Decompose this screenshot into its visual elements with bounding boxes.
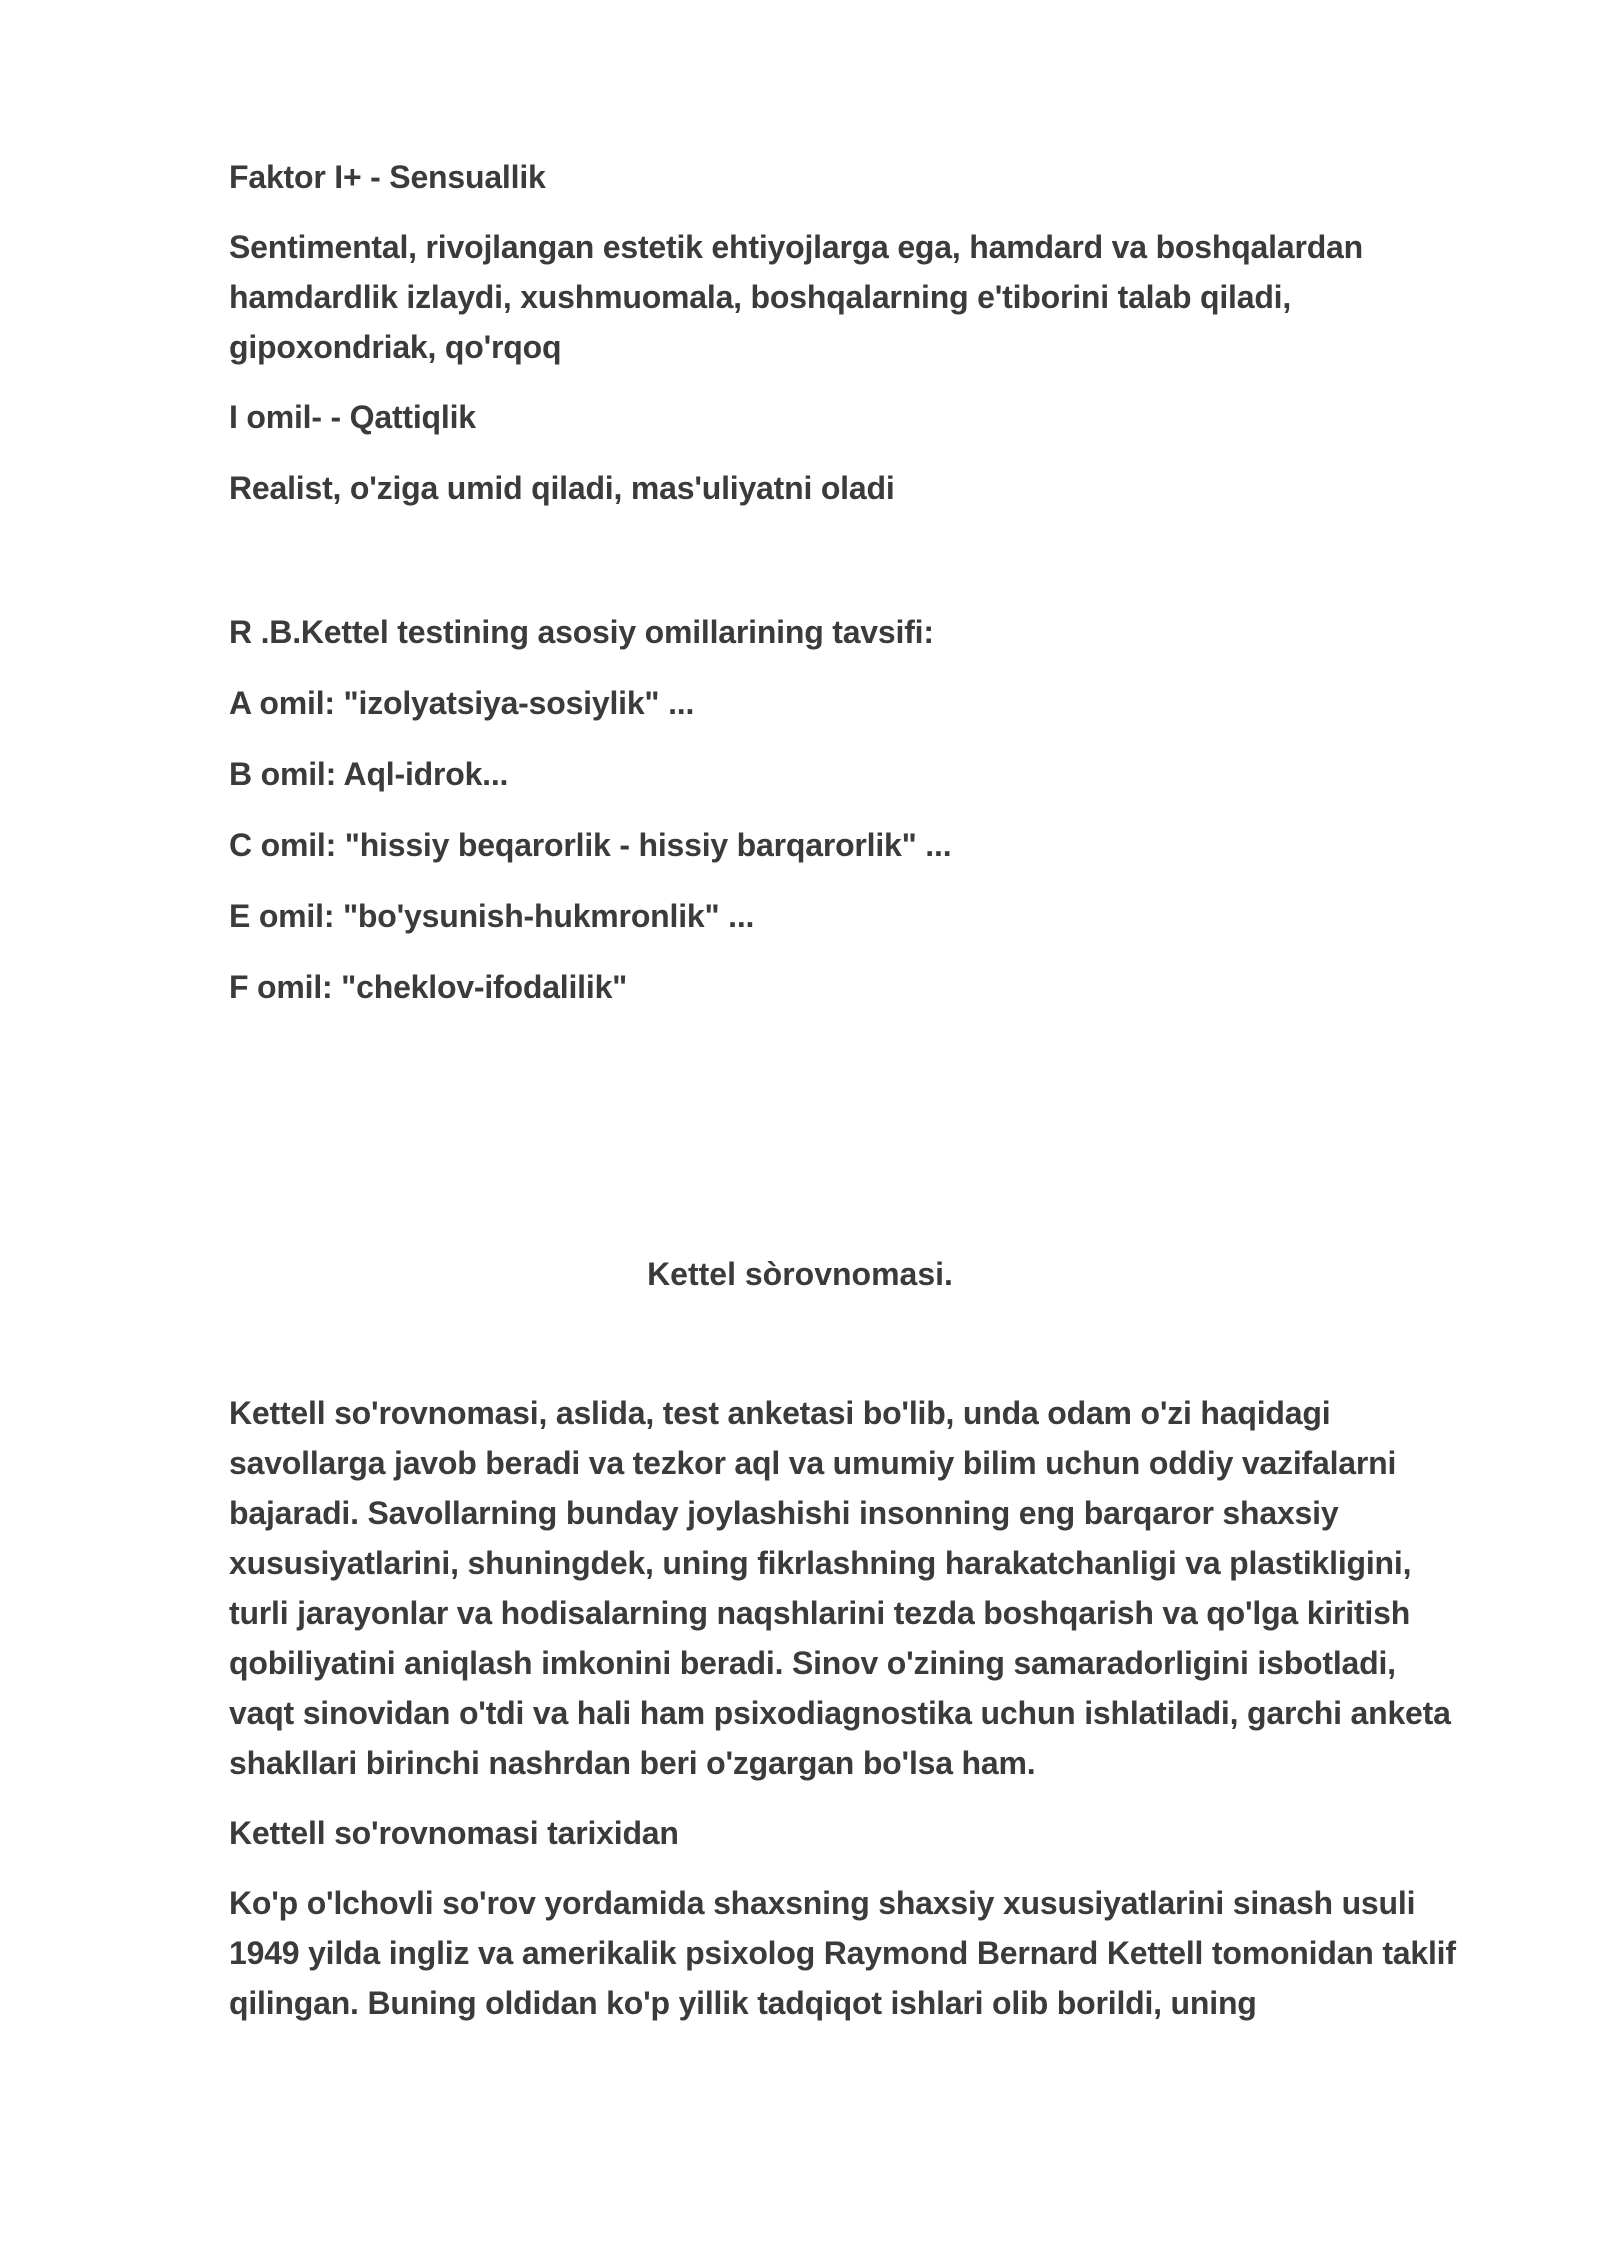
history-paragraph: Ko'p o'lchovli so'rov yordamida shaxsning shaxsiy xususiyatlarini sinash usuli 1949 yilda ingliz va amerikalik psixolog Raymond Bernard Kettell tomonidan taklif qilingan. Buning oldidan ko'p yillik tadqiqot ishlari olib borildi, uning — [229, 1885, 1456, 2021]
section-title: Kettel sòrovnomasi. — [647, 1256, 953, 1292]
factor-i-plus-text: Sentimental, rivojlangan estetik ehtiyojlarga ega, hamdard va boshqalardan hamdardlik izlaydi, xushmuomala, boshqalarning e'tiborini talab qiladi, gipoxondriak, qo'rqoq — [229, 229, 1363, 365]
factor-item-c: C omil: "hissiy beqarorlik - hissiy barqarorlik" ... — [229, 827, 952, 863]
history-heading: Kettell so'rovnomasi tarixidan — [229, 1815, 679, 1851]
factor-i-minus-text: Realist, o'ziga umid qiladi, mas'uliyatni oladi — [229, 470, 895, 506]
description-heading: R .B.Kettel testining asosiy omillarining tavsifi: — [229, 614, 934, 650]
factor-i-minus-heading: I omil- - Qattiqlik — [229, 399, 476, 435]
intro-paragraph: Kettell so'rovnomasi, aslida, test anketasi bo'lib, unda odam o'zi haqidagi savollarga javob beradi va tezkor aql va umumiy bilim uchun oddiy vazifalarni bajaradi. Savollarning bunday joylashishi insonning eng barqaror shaxsiy xususiyatlarini, shuningdek, uning fikrlashning harakatchanligi va plastikligini, turli jarayonlar va hodisalarning naqshlarini tezda boshqarish va qo'lga kiritish qobiliyatini aniqlash imkonini beradi. Sinov o'zining samaradorligini isbotladi, vaqt sinovidan o'tdi va hali ham psixodiagnostika uchun ishlatiladi, garchi anketa shakllari birinchi nashrdan beri o'zgargan bo'lsa ham. — [229, 1395, 1451, 1781]
factor-i-plus-heading: Faktor I+ - Sensuallik — [229, 159, 546, 195]
factor-item-f: F omil: "cheklov-ifodalilik" — [229, 969, 628, 1005]
factor-item-e: E omil: "bo'ysunish-hukmronlik" ... — [229, 898, 755, 934]
factor-item-b: B omil: Aql-idrok... — [229, 756, 509, 792]
factor-item-a: A omil: "izolyatsiya-sosiylik" ... — [229, 685, 695, 721]
